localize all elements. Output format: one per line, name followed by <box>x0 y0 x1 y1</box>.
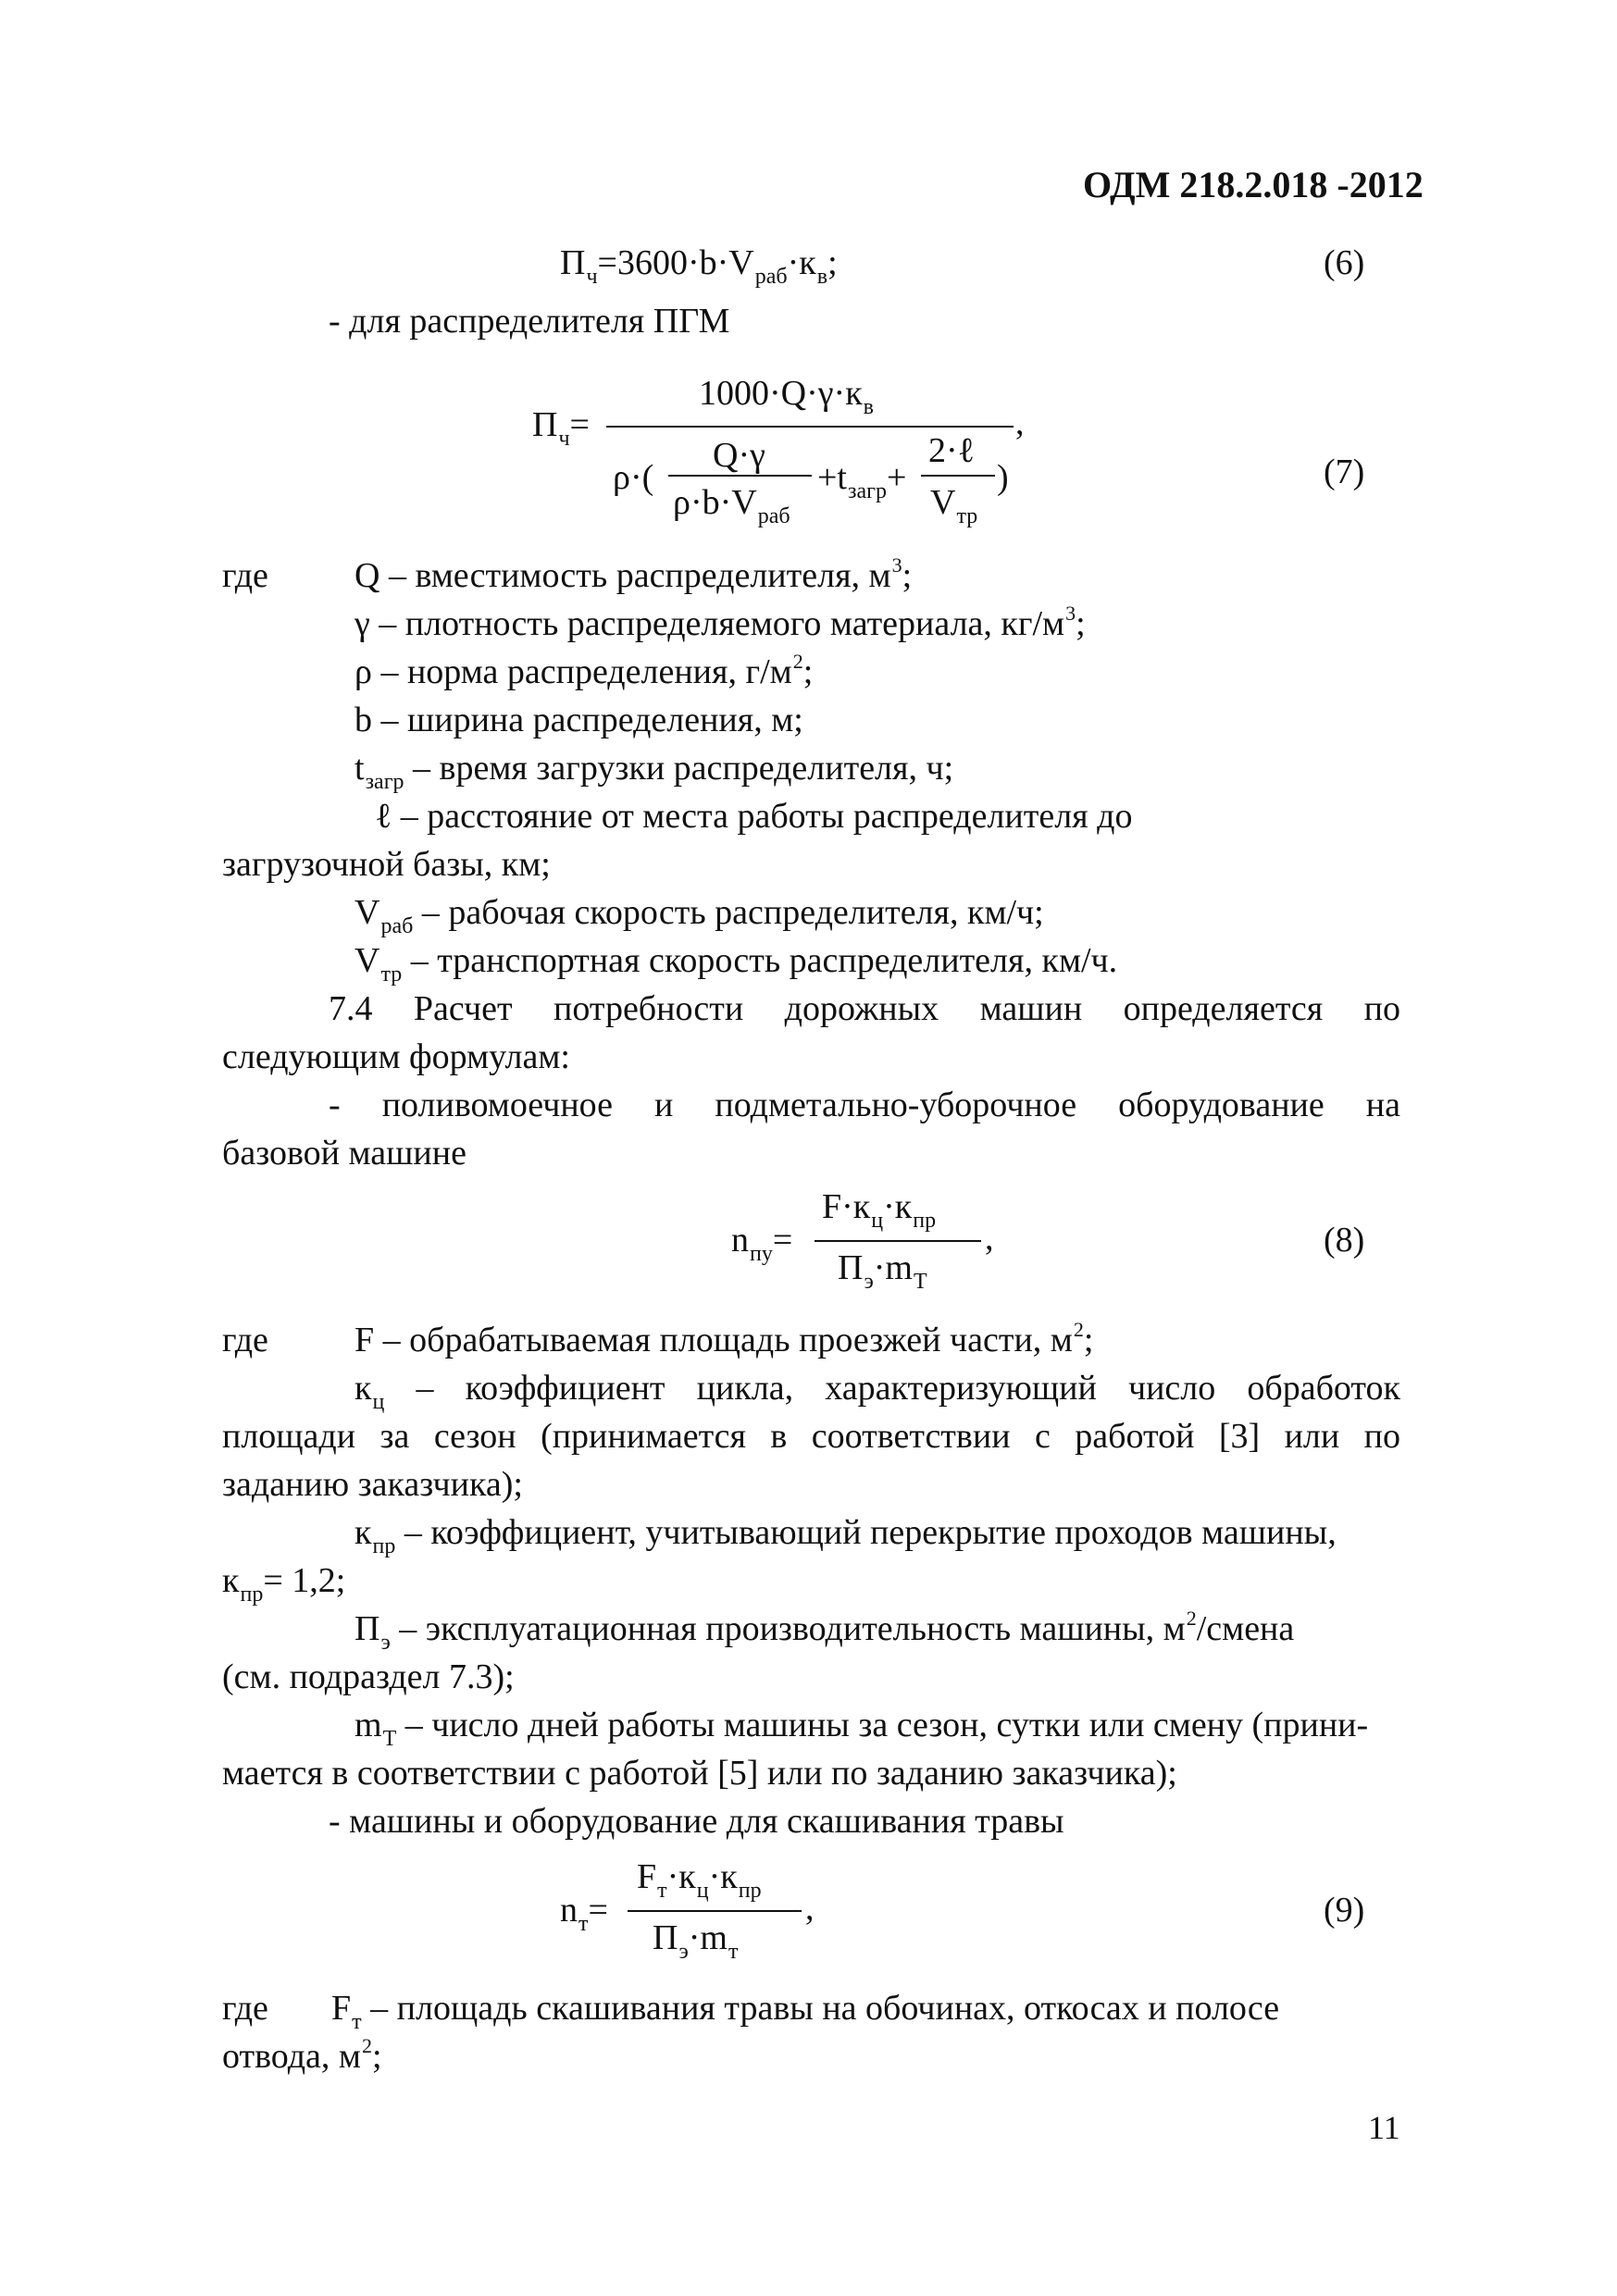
def-kpr-line2: $к_{пр}= 1,2$; <box>222 1561 346 1607</box>
formula-6-rhs-tail: ·к <box>787 243 816 282</box>
def-ft-line1: $F_т$ – площадь скашивания травы на обочинах, откосах и полосе <box>331 1989 1280 2034</box>
formula-6-rhs: =3600·b·V <box>597 243 754 282</box>
formula-9-number: (9) <box>1324 1891 1365 1930</box>
page-number: 11 <box>1368 2109 1400 2146</box>
formula-7-plus-t: $+t_{загр}+$ <box>817 458 907 503</box>
formula-8-comma: , <box>985 1219 994 1258</box>
formula-7-main-fraction-line <box>606 426 1014 428</box>
formula-8-lhs: $n_{пу}=$ <box>731 1221 793 1266</box>
formula-7-numerator: $1000\cdot Q\cdot\gamma\cdot к_в$ <box>699 374 875 419</box>
def-pe-line1: $П_э$ – эксплуатационная производительность машины, $м^2$/смена <box>354 1607 1295 1655</box>
where-label-8: где <box>222 1321 268 1359</box>
formula-6-semicolon: ; <box>827 243 838 282</box>
formula-6-rhs-sub: раб <box>754 265 788 289</box>
formula-8-number: (8) <box>1324 1221 1365 1260</box>
formula-7-number: (7) <box>1324 453 1365 491</box>
formula-6-lhs-sub: ч <box>586 265 598 289</box>
def-kpr-line1: $к_{пр}$ – коэффициент, учитывающий перекрытие проходов машины, <box>354 1513 1337 1558</box>
formula-9-denominator: $П_э\cdot m_т$ <box>653 1918 739 1964</box>
def-rho: ρ – норма распределения, $г/м^2$; <box>354 650 814 691</box>
def-kc-line2: площади за сезон (принимается в соответствии с работой [3] или по <box>222 1417 1400 1456</box>
def-l-line1: ℓ – расстояние от места работы распределителя до <box>375 797 1133 836</box>
document-code: ОДМ 218.2.018 -2012 <box>1083 164 1424 205</box>
formula-7-rho: ρ·( <box>613 458 654 497</box>
section-7-4-line1: 7.4 Расчет потребности дорожных машин определяется по <box>329 989 1400 1028</box>
def-q: Q – вместимость распределителя, $м^3$; <box>354 553 913 595</box>
formula-7-close: ) <box>997 458 1009 497</box>
formula-7-inner-fraction-line <box>668 475 812 477</box>
formula-8-numerator: $F\cdot к_ц\cdot к_{пр}$ <box>822 1187 937 1233</box>
formula-8-fraction-line <box>815 1240 981 1242</box>
formula-7-frac2-denominator: $V_{тр}$ <box>930 483 978 528</box>
section-7-4-line3: - поливомоечное и подметально-уборочное оборудование на <box>329 1086 1400 1124</box>
def-mt-line2: мается в соответствии с работой [5] или по заданию заказчика); <box>222 1754 1177 1793</box>
where-label-7: где <box>222 556 268 595</box>
def-gamma: γ – плотность распределяемого материала, $кг/м^3$; <box>354 602 1086 643</box>
def-kc-line3: заданию заказчика); <box>222 1465 523 1504</box>
def-b: b – ширина распределения, м; <box>354 701 803 739</box>
formula-6-rhs-sub2: в <box>816 265 828 289</box>
formula-7-inner-denominator: $\rho\cdot b\cdot V_{раб}$ <box>673 483 790 528</box>
def-v-rab: $V_{раб}$ – рабочая скорость распределителя, км/ч; <box>354 893 1044 938</box>
where-label-9: где <box>222 1989 268 2028</box>
section-7-4-line4: базовой машине <box>222 1134 466 1173</box>
def-l-line2: загрузочной базы, км; <box>222 845 551 884</box>
formula-9-comma: , <box>805 1889 815 1928</box>
formula-9-lhs: $n_т=$ <box>560 1891 608 1936</box>
formula-7-frac2-line <box>921 475 995 477</box>
def-v-tr: $V_{тр}$ – транспортная скорость распределителя, км/ч. <box>354 941 1118 987</box>
def-t-zagr: $t_{загр}$ – время загрузки распределителя, ч; <box>354 749 954 794</box>
formula-6 <box>560 242 838 289</box>
intro-pgm: - для распределителя ПГМ <box>329 302 730 341</box>
formula-9-fraction-line <box>628 1910 802 1912</box>
formula-9-numerator: $F_т\cdot к_ц\cdot к_{пр}$ <box>637 1857 762 1903</box>
section-7-4-line2: следующим формулам: <box>222 1037 570 1076</box>
formula-6-number: (6) <box>1324 243 1365 282</box>
formula-7-lhs: $П_ч=$ <box>532 405 590 451</box>
formula-8-denominator: $П_э\cdot m_Т$ <box>838 1248 927 1294</box>
def-ft-line2: отвода, $м^2$; <box>222 2034 382 2076</box>
def-mt-line1: $m_Т$ – число дней работы машины за сезон, сутки или смену (прини- <box>354 1706 1369 1751</box>
formula-7-frac2-numerator: 2·ℓ <box>928 431 975 470</box>
def-f: F – обрабатываемая площадь проезжей части, $м^2$; <box>354 1318 1094 1359</box>
def-kc-line1: $к_ц$ – коэффициент цикла, характеризующий число обработок <box>354 1369 1400 1414</box>
grass-intro: - машины и оборудование для скашивания травы <box>329 1802 1064 1841</box>
def-pe-line2: (см. подраздел 7.3); <box>222 1657 515 1696</box>
formula-7-comma: , <box>1015 403 1025 442</box>
formula-7-inner-numerator: Q·γ <box>713 436 765 475</box>
formula-6-lhs: П <box>560 243 586 282</box>
